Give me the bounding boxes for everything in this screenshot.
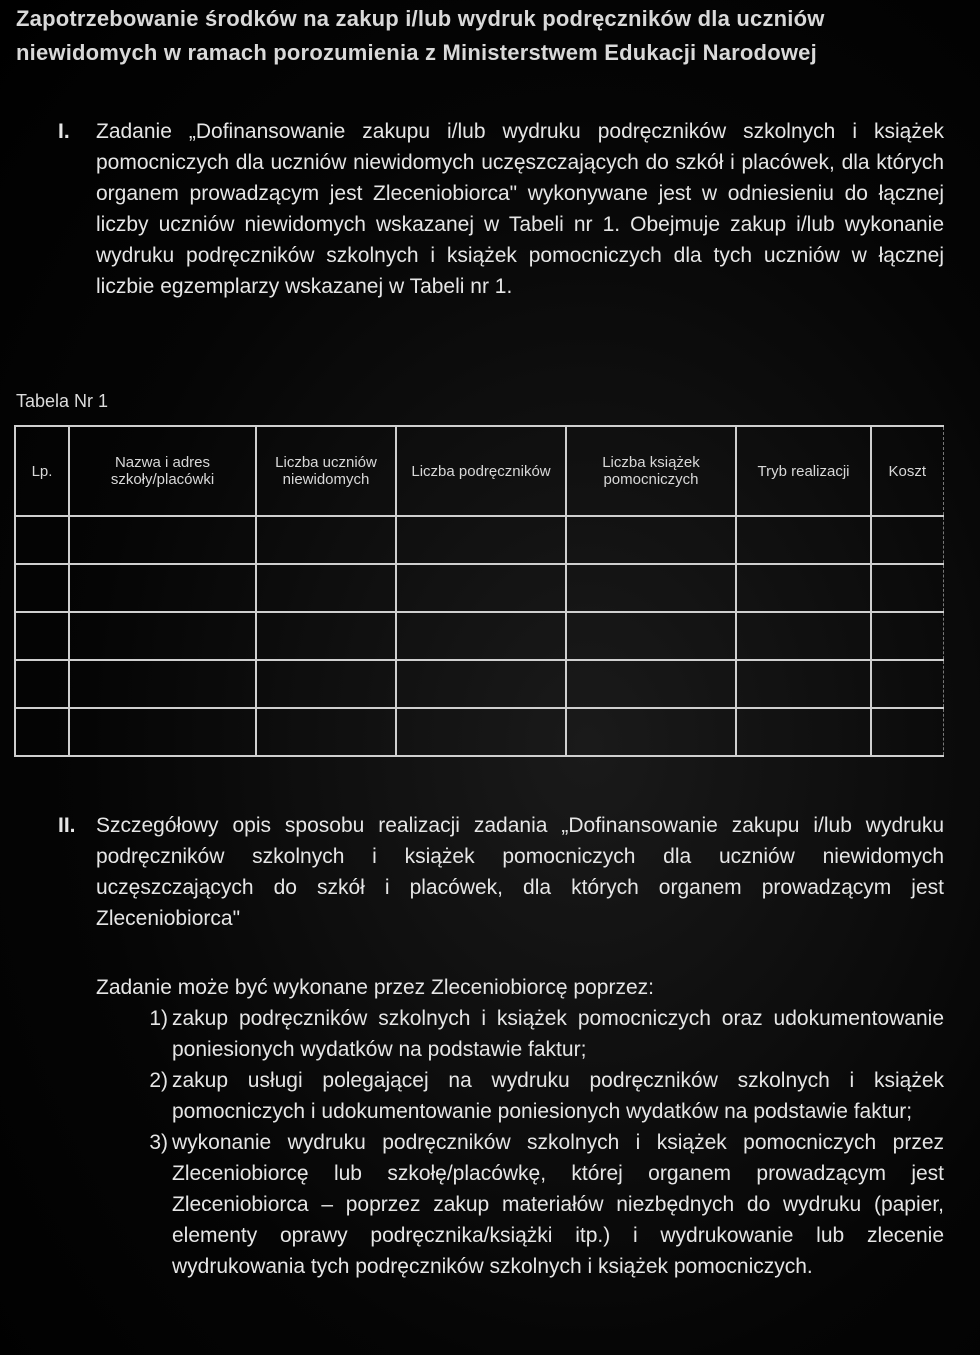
table-cell[interactable]	[566, 516, 736, 564]
col-header-textbooks: Liczba podręczników	[396, 426, 566, 516]
table-cell[interactable]	[736, 516, 871, 564]
table-cell[interactable]	[871, 612, 943, 660]
col-header-cost: Koszt	[871, 426, 943, 516]
table-cell[interactable]	[736, 660, 871, 708]
table-cell[interactable]	[736, 612, 871, 660]
table-cell[interactable]	[871, 708, 943, 756]
section-1-number: I.	[58, 120, 70, 143]
table-cell[interactable]	[871, 516, 943, 564]
table-1	[14, 425, 944, 757]
list-item-marker: 1)	[149, 1007, 168, 1030]
table-cell[interactable]	[566, 612, 736, 660]
list-item	[128, 1003, 944, 1065]
table-cell[interactable]	[69, 612, 256, 660]
list-item-marker: 3)	[149, 1131, 168, 1154]
table-cell[interactable]	[15, 564, 69, 612]
table-cell[interactable]	[69, 516, 256, 564]
list-item	[128, 1065, 944, 1127]
col-header-aux-books: Liczba książek pomocniczych	[566, 426, 736, 516]
table-caption: Tabela Nr 1	[16, 391, 109, 411]
table-cell[interactable]	[566, 708, 736, 756]
table-row	[15, 612, 943, 660]
table-row	[15, 564, 943, 612]
table-cell[interactable]	[15, 516, 69, 564]
section-2-text: Szczegółowy opis sposobu realizacji zadania „Dofinansowanie zakupu i/lub wydruku podręczników szkolnych i książek pomocniczych dla uczniów niewidomych uczęszczających do szkół i placówek, dla których organem prowadzącym jest Zleceniobiorca"	[96, 814, 944, 930]
table-cell[interactable]	[69, 708, 256, 756]
table-cell[interactable]	[396, 660, 566, 708]
table-cell[interactable]	[396, 516, 566, 564]
table-cell[interactable]	[871, 564, 943, 612]
table-cell[interactable]	[15, 612, 69, 660]
list-item	[128, 1127, 944, 1282]
table-cell[interactable]	[69, 564, 256, 612]
section-2-intro: Zadanie może być wykonane przez Zleceniobiorcę poprzez:	[96, 976, 654, 999]
table-header-row	[15, 426, 943, 516]
table-cell[interactable]	[69, 660, 256, 708]
section-1	[58, 116, 944, 302]
table-cell[interactable]	[736, 708, 871, 756]
table-row	[15, 708, 943, 756]
table-cell[interactable]	[736, 564, 871, 612]
table-cell[interactable]	[256, 564, 396, 612]
col-header-mode: Tryb realizacji	[736, 426, 871, 516]
list-item-text: wykonanie wydruku podręczników szkolnych i książek pomocniczych przez Zleceniobiorcę lub szkołę/placówkę, której organem prowadzącym jest Zleceniobiorca – poprzez zakup materiałów niezbędnych do wydruku (papier, elementy oprawy podręcznika/książki itp.) i wydrukowanie lub zlecenie wydrukowania tych podręczników szkolnych i książek pomocniczych.	[172, 1131, 944, 1278]
table-cell[interactable]	[396, 708, 566, 756]
table-cell[interactable]	[396, 564, 566, 612]
section-2-number: II.	[58, 814, 76, 837]
table-cell[interactable]	[15, 708, 69, 756]
table-cell[interactable]	[871, 660, 943, 708]
list-item-text: zakup usługi polegającej na wydruku podręczników szkolnych i książek pomocniczych i udokumentowanie poniesionych wydatków na podstawie faktur;	[172, 1069, 944, 1123]
table-cell[interactable]	[566, 564, 736, 612]
section-2	[58, 810, 944, 934]
implementation-options-list	[128, 1003, 944, 1282]
table-row	[15, 660, 943, 708]
table-row	[15, 516, 943, 564]
list-item-text: zakup podręczników szkolnych i książek pomocniczych oraz udokumentowanie poniesionych wydatków na podstawie faktur;	[172, 1007, 944, 1061]
table-cell[interactable]	[256, 612, 396, 660]
table-cell[interactable]	[256, 660, 396, 708]
table-cell[interactable]	[256, 708, 396, 756]
table-cell[interactable]	[256, 516, 396, 564]
document-heading: Zapotrzebowanie środków na zakup i/lub wydruk podręczników dla uczniów niewidomych w ramach porozumienia z Ministerstwem Edukacji Narodowej	[16, 6, 825, 65]
table-cell[interactable]	[396, 612, 566, 660]
table-cell[interactable]	[566, 660, 736, 708]
col-header-lp: Lp.	[15, 426, 69, 516]
col-header-students: Liczba uczniów niewidomych	[256, 426, 396, 516]
table-cell[interactable]	[15, 660, 69, 708]
col-header-school: Nazwa i adres szkoły/placówki	[69, 426, 256, 516]
list-item-marker: 2)	[149, 1069, 168, 1092]
section-1-text: Zadanie „Dofinansowanie zakupu i/lub wydruku podręczników szkolnych i książek pomocniczych dla uczniów niewidomych uczęszczających do szkół i placówek, dla których organem prowadzącym jest Zleceniobiorca" wykonywane jest w odniesieniu do łącznej liczby uczniów niewidomych wskazanej w Tabeli nr 1. Obejmuje zakup i/lub wykonanie wydruku podręczników szkolnych i książek pomocniczych dla tych uczniów w łącznej liczbie egzemplarzy wskazanej w Tabeli nr 1.	[96, 120, 944, 298]
